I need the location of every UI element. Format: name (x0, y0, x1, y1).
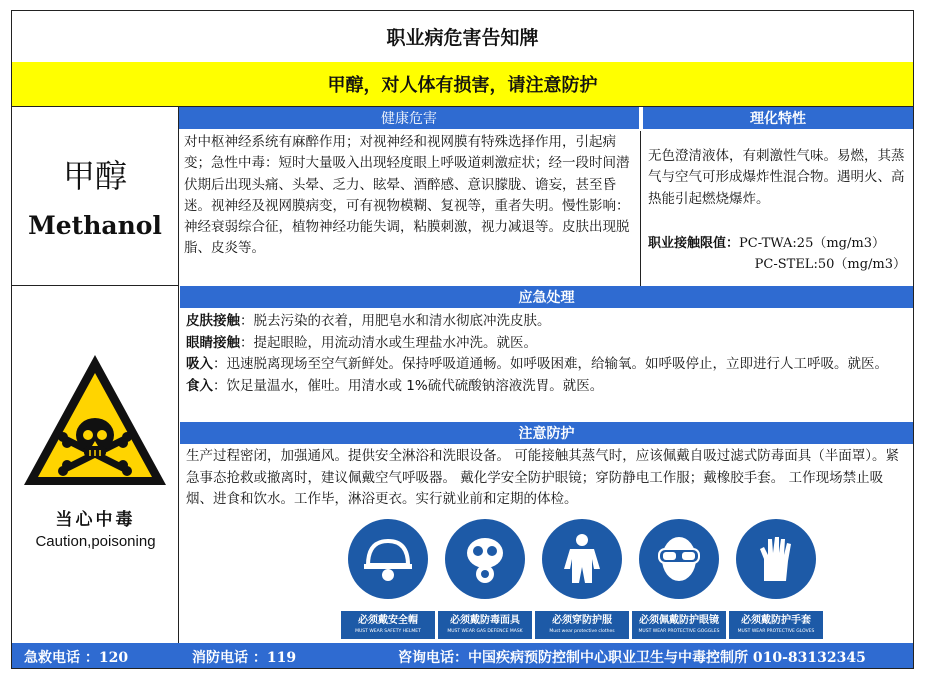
emergency-item-label: 皮肤接触 (186, 313, 240, 329)
emergency-item-text: ：提起眼睑，用流动清水或生理盐水冲洗。就医。 (240, 334, 537, 351)
ppe-label-cn: 必须戴安全帽 (358, 615, 418, 626)
emergency-item-label: 吸入 (186, 356, 213, 372)
emergency-item (186, 311, 908, 333)
substance-name-cn: 甲醇 (62, 157, 127, 195)
ppe-label-cn: 必须穿防护服 (552, 615, 612, 626)
ppe-sign (729, 519, 823, 637)
exposure-limit-twa: PC-TWA:25（mg/m3） (739, 236, 885, 251)
substance-name-cell (12, 106, 179, 286)
caution-caption-en: Caution,poisoning (35, 533, 156, 550)
divider (640, 131, 641, 286)
emergency-item-text: ：饮足量温水，催吐。用清水或 1%硫代硫酸钠溶液洗胃。就医。 (213, 377, 604, 394)
health-hazard-text: 对中枢神经系统有麻醉作用；对视神经和视网膜有特殊选择作用，引起病变；急性中毒：短时大量吸入出现轻度眼上呼吸道刺激症状；经一段时间潜伏期后出现头痛、头晕、乏力、眩晕、酒醉感、意识朦胧、谵妄，甚至昏迷。视神经及视网膜病变，可有视物模糊、复视等，重者失明。慢性影响：神经衰弱综合征，植物神经功能失调，粘膜刺激，视力减退等。皮肤出现脱脂、皮炎等。 (184, 134, 630, 257)
ppe-label-en: MUST WEAR PROTECTIVE GLOVES (737, 629, 815, 634)
ppe-label-en: MUST WEAR SAFETY HELMET (355, 629, 421, 634)
ppe-label-cn: 必须佩戴防护眼镜 (639, 615, 719, 626)
goggles-icon (639, 519, 719, 599)
health-hazard-header: 健康危害 (179, 107, 639, 129)
protective-suit-icon (542, 519, 622, 599)
emergency-item-text: ：迅速脱离现场至空气新鲜处。保持呼吸道通畅。如呼吸困难，给输氧。如呼吸停止，立即进行人工呼吸。就医。 (213, 356, 888, 372)
ppe-label (632, 611, 726, 639)
ppe-sign (438, 519, 532, 637)
emergency-item (186, 354, 908, 376)
emergency-item-label: 眼睛接触 (186, 334, 240, 351)
emergency-item-text: ：脱去污染的衣着，用肥皂水和清水彻底冲洗皮肤。 (240, 313, 551, 329)
emergency-list (186, 311, 908, 397)
ppe-label (438, 611, 532, 639)
ppe-label-en: MUST WEAR PROTECTIVE GOGGLES (638, 629, 720, 634)
fire-phone: 消防电话 ：119 (192, 650, 297, 666)
page-title: 职业病危害告知牌 (12, 11, 913, 63)
footer-bar (12, 643, 913, 668)
exposure-limit-stel: PC-STEL:50（mg/m3） (754, 257, 906, 272)
precaution-header: 注意防护 (180, 422, 913, 444)
ppe-icons (180, 511, 913, 639)
physical-properties-header: 理化特性 (643, 107, 913, 129)
ppe-label-cn: 必须戴防护手套 (741, 615, 811, 626)
emergency-item (186, 376, 908, 398)
ppe-sign (632, 519, 726, 637)
ppe-label-cn: 必须戴防毒面具 (450, 615, 520, 626)
caution-caption-cn: 当心中毒 (55, 510, 136, 530)
notice-board (11, 10, 914, 669)
substance-name-en: Methanol (28, 211, 162, 240)
gloves-icon (736, 519, 816, 599)
ppe-label (341, 611, 435, 639)
skull-crossbones-icon (21, 351, 169, 489)
warning-banner: 甲醇，对人体有损害，请注意防护 (12, 62, 913, 107)
physical-properties-text: 无色澄清液体，有刺激性气味。易燃，其蒸气与空气可形成爆炸性混合物。遇明火、高热能引起燃烧爆炸。 (648, 148, 905, 207)
safety-helmet-icon (348, 519, 428, 599)
ppe-sign (535, 519, 629, 637)
warning-sign-cell (12, 286, 179, 643)
gas-mask-icon (445, 519, 525, 599)
emergency-item (186, 333, 908, 355)
exposure-limits (648, 233, 910, 275)
ppe-label (729, 611, 823, 639)
precaution-text: 生产过程密闭，加强通风。提供安全淋浴和洗眼设备。 可能接触其蒸气时，应该佩戴自吸过滤式防毒面具（半面罩）。紧急事态抢救或撤离时，建议佩戴空气呼吸器。 戴化学安全防护眼镜；穿防静电工作服；戴橡胶手套。 工作现场禁止吸烟、进食和饮水。工作毕，淋浴更衣。实行就业前和定期的体检。 (186, 448, 900, 507)
exposure-limit-label: 职业接触限值： (648, 236, 740, 251)
ppe-label-en: MUST WEAR GAS DEFENCE MASK (447, 629, 523, 634)
ppe-label-en: Must wear protective clothes (549, 629, 615, 634)
emergency-item-label: 食入 (186, 377, 213, 394)
ppe-sign (341, 519, 435, 637)
consult-phone: 咨询电话：中国疾病预防控制中心职业卫生与中毒控制所 010-83132345 (398, 650, 866, 666)
ppe-label (535, 611, 629, 639)
emergency-header: 应急处理 (180, 286, 913, 308)
first-aid-phone: 急救电话 ：120 (24, 650, 129, 666)
